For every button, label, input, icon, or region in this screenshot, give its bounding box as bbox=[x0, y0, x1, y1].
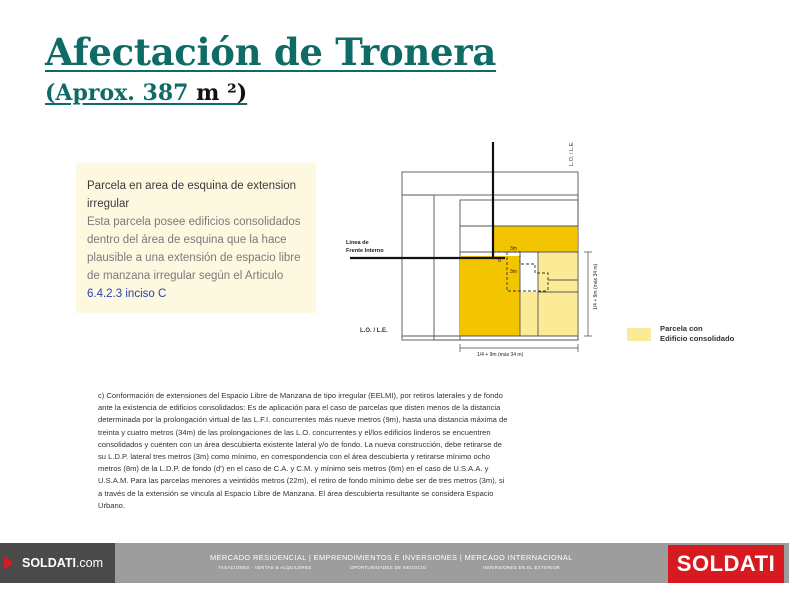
play-icon bbox=[4, 556, 13, 570]
footer-menu: MERCADO RESIDENCIAL | EMPRENDIMIENTOS E INVERSIONES | MERCADO INTERNACIONAL bbox=[210, 553, 573, 562]
subtitle-prefix: (Aprox. 387 bbox=[45, 80, 197, 106]
footer-bar bbox=[0, 543, 789, 583]
footer-site-main: SOLDATI bbox=[22, 556, 76, 570]
label-linea-frente: Linea de Frente Interno bbox=[346, 240, 384, 254]
bottom-strip bbox=[0, 583, 789, 592]
legend-swatch bbox=[627, 328, 651, 341]
regulation-text: c) Conformación de extensiones del Espacio Libre de Manzana de tipo irregular (EELMI), por retiros laterales y de fondo ante la existencia de edificios consolidados: Es de aplicación para el caso de parcelas que disten menos de la distancia determinada por la prolongación virtual de las L.F.I. concurrentes más nueve metros (9m), hasta una distancia máxima de treinta y cuatro metros (34m) de las prolongaciones de las L.O. concurrentes y el/los edificios linderos se encuentren consolidados y cuenten con un área descubierta existente lateral y/o de fondo. La nueva construcción, debe retirarse de su L.D.P. lateral tres metros (3m) como mínimo, en correspondencia con el área descubierta y retirarse mínimo ocho metros (8m) de la L.D.P. de fondo (d') en el caso de C.A. y C.M. y mínimo seis metros (6m) en el caso de U.S.A.A. y U.S.A.M. Para las parcelas menores a veintidós metros (22m), el retiro de fondo mínimo debe ser de tres metros (3m), si a través de la extensión se vincula al Espacio Libre de Manzana. El área descubierta resultante se considera Espacio Urbano. bbox=[98, 391, 508, 510]
note-body: Esta parcela posee edificios consolidados dentro del área de esquina que la hace plausible a una extensión de espacio libre de manzana irregular según el Articulo bbox=[87, 216, 301, 282]
note-reference-link[interactable]: 6.4.2.3 inciso C bbox=[87, 288, 167, 300]
subtitle-unit: m ²) bbox=[196, 80, 248, 106]
label-lo-le-top: L.O. / L.E. bbox=[569, 141, 575, 166]
label-3m-bottom: 3m bbox=[510, 269, 517, 275]
parcel-yellow-left bbox=[460, 256, 490, 336]
footer-site-suffix: .com bbox=[75, 556, 104, 570]
footer-site-link[interactable] bbox=[0, 543, 115, 583]
parcel-yellow-top bbox=[493, 226, 577, 252]
info-note bbox=[76, 163, 316, 313]
footer-sub-emprendimientos: OPORTUNIDADES DE NEGOCIO bbox=[350, 565, 427, 570]
brand-logo[interactable]: SOLDATI bbox=[668, 545, 784, 583]
footer-sub-residencial: TASACIONES · VENTAS & ALQUILERES bbox=[218, 565, 312, 570]
parcel-diagram bbox=[330, 140, 770, 360]
label-horizontal-dim: 1/4 + 9m (máx 34 m) bbox=[477, 352, 524, 358]
note-heading: Parcela en area de esquina de extension irregular bbox=[87, 180, 297, 210]
parcel-yellow-mid bbox=[490, 256, 520, 336]
footer-sub-internacional: INVERSIONES EN EL EXTERIOR bbox=[483, 565, 560, 570]
page-subtitle bbox=[45, 80, 247, 106]
page-title: Afectación de Tronera bbox=[45, 30, 497, 74]
label-lo-le-left: L.O. / L.E. bbox=[360, 328, 388, 334]
label-d: d' bbox=[498, 258, 502, 264]
label-linea-frente-text: Linea de bbox=[346, 240, 369, 246]
label-vertical-dim: 1/4 + 9m (máx 34 m) bbox=[593, 263, 599, 310]
parcel-pale-corner bbox=[548, 280, 577, 336]
label-3m-top: 3m bbox=[510, 246, 517, 252]
legend-label: Parcela con Edificio consolidado bbox=[660, 324, 735, 343]
